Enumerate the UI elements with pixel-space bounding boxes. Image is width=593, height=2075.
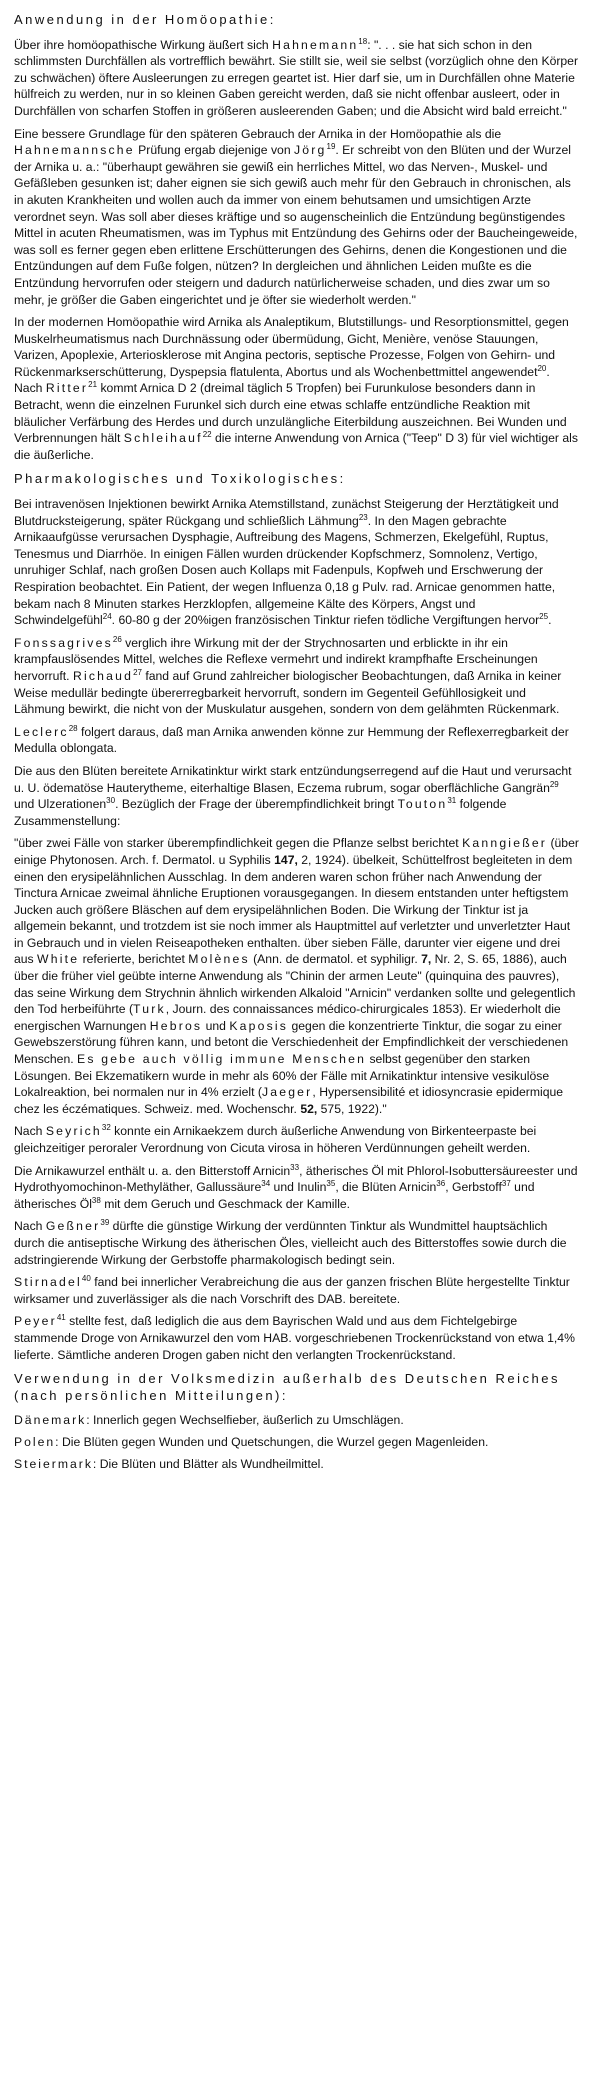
text-run: , Gerbstoff <box>445 1180 502 1195</box>
author-name: Peyer <box>14 1314 57 1329</box>
footnote-ref: 37 <box>501 1179 511 1189</box>
author-name: Ritter <box>45 381 89 396</box>
text-run: dürfte die günstige Wirkung der verdünnten Tinktur als Wundmittel hauptsächlich durch die antiseptische Wirkung des ätherischen Öles, vielleicht auch des Bitterstoffes sowie durch die adstringierende Wirkung der Gerbstoffe pharmakologisch bedingt sein. <box>14 1219 567 1267</box>
text-run: In der modernen Homöopathie wird Arnika als Analeptikum, Blutstillungs- und Resorptionsmittel, gegen Muskelrheumatismus nach Durchnässung oder übermüdung, Gicht, Menière, venöse Stauungen, Varizen, Apoplexie, Arteriosklerose mit Angina pectoris, septische Prozesse, Folgen von Gehirn- und Rückenmarkserschütterung, Dyspepsia flatulenta, Abortus und als Wochenbettmittel angewendet <box>14 315 569 379</box>
country-label: Steiermark <box>14 1456 93 1471</box>
text-run: , ätherisches Öl mit Phlorol-Isobuttersäureester und Hydrothyomochinon-Methyläther, Gallussäure <box>14 1163 578 1195</box>
text-run: Bei intravenösen Injektionen bewirkt Arnika Atemstillstand, zunächst Steigerung der Herztätigkeit und Blutdrucksteigerung, später Rückgang und schließlich Lähmung <box>14 497 559 528</box>
text-run: mit dem Geruch und Geschmack der Kamille. <box>100 1196 351 1211</box>
text-run: und ätherisches Öl <box>14 1180 535 1211</box>
text-run: fand auf Grund zahlreicher biologischer Beobachtungen, daß Arnika in keiner Weise medullär bedingte übererregbarkeit hervorruft, sondern im Gegenteil Gefühllosigkeit und Lähmung bewirkt, die nicht von der Muskulatur ausgehen, sondern von dem gelähmten Rückenmark. <box>14 668 562 717</box>
text-run: : ". . . sie hat sich schon in den schlimmsten Durchfällen als vortrefflich bewährt. Sie stillt sie, weil sie selbst (vorzüglich ohne den Körper zu schwächen) öftere Ausleerungen zu erregen geartet ist. Hier darf sie, um in Durchfällen ohne Materie hülfreich zu werden, nur in so kleinen Gaben gereicht werden, daß sie nicht offenbar ausleert, oder in Durchfällen von scharfen Stoffen in größeren ausleerenden Gaben; und die Absicht wird bald erreicht." <box>14 37 579 118</box>
footnote-ref: 41 <box>56 1313 66 1323</box>
paragraph-zitat-touton <box>14 835 579 1117</box>
author-name: Jörg <box>293 143 327 158</box>
paragraph-injektionen <box>14 496 579 629</box>
text-run: , Hypersensibilité et idiosyncrasie epidermique chez les éczématiques. Schweiz. med. Wochenschr. <box>14 1085 564 1116</box>
text-run: Über ihre homöopathische Wirkung äußert sich <box>14 37 273 52</box>
text-run: Nach <box>14 1219 46 1234</box>
text-run: und Inulin <box>270 1180 327 1195</box>
text-run: die interne Anwendung von Arnica ("Teep" D 3) für viel wichtiger als die äußerliche. <box>14 431 578 462</box>
list-item <box>14 1412 579 1429</box>
text-run: 2, 1924). übelkeit, Schüttelfrost begleiteten in dem einen den erysipelähnlichen Ausschlag. In dem anderen waren schon früher nach Anwendung der Tinctura Arnicae zweimal ähnliche Eruptionen vorausgegangen. In diesem entstanden unter heftigstem Jucken auch größere Bläschen auf dem erysipelähnlichen Boden. Die Wirkung der Tinktur ist ja allgemein bekannt, und trotzdem ist sie noch immer als Hauptmittel auf verletzter und unverletzter Haut in Gebrauch und in vielen Reiseapotheken enthalten. über sieben Fälle, darunter vier eigene und drei aus <box>14 852 573 967</box>
footnote-ref: 24 <box>102 612 112 622</box>
footnote-ref: 20 <box>537 363 547 373</box>
text-run: stellte fest, daß lediglich die aus dem Bayrischen Wald und aus dem Fichtelgebirge stammende Droge von Arnikawurzel den vom HAB. vorgeschriebenen Trockenrückstand von etwa 1,4% lieferte. Sämtliche anderen Drogen gaben nicht den verlangten Trockenrückstand. <box>14 1314 575 1362</box>
footnote-ref: 40 <box>81 1274 91 1284</box>
text-run: . Er schreibt von den Blüten und der Wurzel der Arnika u. a.: "überhaupt gewähren sie gewiß ein herrliches Mittel, wo das Nerven-, Muskel- und Gefäßleben gesunken ist; daher eignen sie sich gewiß auch mehr für den Gebrauch in chronischen, als in akuten Krankheiten und wollen auch da immer von einem behutsamen und umsichtigen Arzte verordnet seyn. Was soll aber dieses kräftige und so augenscheinlich die Entzündung begünstigendes Mittel in acuten Rheumatismen, was im Typhus mit Entzündung des Gehirns oder der Baucheingeweide, was soll es ferner gegen eben erlittene Erschütterungen des Gehirns, denen die Kongestionen und die Entzündungen auf dem Fuße folgen, nützen? In dergleichen und ähnlichen Leiden mußte es die Entzündung hervorrufen oder steigern und dadurch natürlicherweise schaden, und dies zwar um so mehr, je größer die Gaben eingerichtet und je öfter sie wiederholt werden." <box>14 143 578 307</box>
text-run: . 60-80 g der 20%igen französischen Tinktur riefen tödliche Vergiftungen hervor <box>111 613 540 628</box>
footnote-ref: 29 <box>549 779 559 789</box>
footnote-ref: 30 <box>106 796 116 806</box>
author-name: Leclerc <box>14 724 69 739</box>
list-item <box>14 1456 579 1473</box>
author-name: Molènes <box>188 952 250 967</box>
footnote-ref: 33 <box>290 1162 300 1172</box>
author-name: Kanngießer <box>462 836 548 851</box>
footnote-ref: 31 <box>447 796 457 806</box>
text-run: Prüfung ergab diejenige von <box>134 143 294 158</box>
footnote-ref: 23 <box>358 512 368 522</box>
text-run: (Ann. de dermatol. et syphiligr. <box>249 952 422 967</box>
footnote-ref: 19 <box>326 142 336 152</box>
text-run: gegen die konzentrierte Tinktur, die sogar zu einer Gewebszerstörung führen kann, und betont die Verschiedenheit der Empfindlichkeit der verschiedenen Menschen. <box>14 1018 569 1067</box>
footnote-ref: 36 <box>436 1179 446 1189</box>
text-run: Nr. 2, S. 65, 1886), auch über die früher viel geübte interne Anwendung als "Chinin der armen Leute" (quinquina des pauvres), das seine Wirkung dem Strychnin ähnlich wirkenden Alkaloid "Arnicin" verdanken sollte und gelegentlich den Tod herbeiführte ( <box>14 952 576 1017</box>
text-run: fand bei innerlicher Verabreichung die aus der ganzen frischen Blüte hergestellte Tinktur wirksamer und zuverlässiger als die nach Vorschrift des DAB. bereitete. <box>14 1275 570 1306</box>
author-name: Richaud <box>72 668 134 683</box>
author-name: Fonssagrives <box>14 635 113 650</box>
paragraph-gessner <box>14 1218 579 1268</box>
footnote-ref: 26 <box>112 634 122 644</box>
footnote-ref: 28 <box>68 723 78 733</box>
text-run: selbst gegenüber den starken Lösungen. Bei Ekzematikern wurde in mehr als 60% der Fälle mit Arnikatinktur intensive vesikulöse Lokalreaktion, bei normalen nur in 4% erzielt ( <box>14 1052 550 1100</box>
footnote-ref: 39 <box>100 1218 110 1228</box>
text-run: , Journ. des connaissances médico-chirurgicales 1853). Er wiederholt die energischen Warnungen <box>14 1002 561 1033</box>
text-run: Die Arnikawurzel enthält u. a. den Bitterstoff Arnicin <box>14 1163 291 1178</box>
text-run: verglich ihre Wirkung mit der der Strychnosarten und erblickte in ihr ein krampfauslösendes Mittel, welches die Reflexe vermehrt und indirekt krampfhafte Erscheinungen hervorruft. <box>14 635 538 683</box>
list-item <box>14 1434 579 1451</box>
footnote-ref: 32 <box>101 1123 111 1133</box>
author-name: Geßner <box>45 1219 101 1234</box>
text-run: kommt Arnica D 2 (dreimal täglich 5 Tropfen) bei Furunkulose besonders dann in Betracht, wenn die einzelnen Furunkel sich durch eine etwas schlaffe entzündliche Reaktion mit bläulicher Verfärbung des Herdes und durch unzulängliche Eiterbildung auszeichnen. Bei Wunden und Verbrennungen hält <box>14 381 567 446</box>
item-text: : Die Blüten gegen Wunden und Quetschungen, die Wurzel gegen Magenleiden. <box>55 1434 489 1449</box>
author-name: Schleihauf <box>123 431 203 446</box>
author-name: Kaposis <box>229 1018 289 1033</box>
text-run: . Bezüglich der Frage der überempfindlichkeit bringt <box>115 797 398 812</box>
text-run: folgende Zusammenstellung: <box>14 797 507 828</box>
paragraph-joerg <box>14 126 579 309</box>
author-name: Hahnemannsche <box>14 143 135 158</box>
text-run: konnte ein Arnikaekzem durch äußerliche Anwendung von Birkenteerpaste bei gleichzeitiger peroraler Verordnung von Cicuta virosa in höheren Verdünnungen geheilt werden. <box>14 1124 537 1155</box>
text-run: "über zwei Fälle von starker überempfindlichkeit gegen die Pflanze selbst berichtet <box>14 836 463 851</box>
footnote-ref: 18 <box>358 36 368 46</box>
item-text: : Innerlich gegen Wechselfieber, äußerlich zu Umschlägen. <box>86 1413 404 1428</box>
paragraph-leclerc <box>14 724 579 757</box>
volume-number: 147, <box>274 852 298 867</box>
text-run: . <box>548 613 552 628</box>
text-run: Eine bessere Grundlage für den späteren Gebrauch der Arnika in der Homöopathie als die <box>14 126 502 141</box>
text-run: und <box>202 1018 230 1033</box>
paragraph-peyer <box>14 1313 579 1363</box>
section-heading-volksmedizin: Verwendung in der Volksmedizin außerhalb des Deutschen Reiches (nach persönlichen Mitteilungen): <box>14 1371 560 1403</box>
section-heading-pharmakologisches: Pharmakologisches und Toxikologisches: <box>14 471 346 487</box>
author-name: Hebros <box>149 1018 203 1033</box>
paragraph-fonssagrives <box>14 635 579 718</box>
text-run: (über einige Phytonosen. Arch. f. Dermatol. u Syphilis <box>14 836 579 867</box>
author-name: Touton <box>397 797 448 812</box>
text-run: . In den Magen gebrachte Arnikaaufgüsse verursachen Dysphagie, Auftreibung des Magens, Schmerzen, Ekelgefühl, Ruptus, Tenesmus und Diarrhöe. In einigen Fällen wurden drückender Kopfschmerz, Somnolenz, Vertigo, unruhiger Schlaf, nach großen Dosen auch Kollaps mit Fadenpuls, Kopfweh und Erschwerung der Respiration beobachtet. Ein Patient, der wegen Influenza 0,18 g Pulv. rad. Arnicae genommen hatte, bekam nach 8 Minuten starkes Herzklopfen, allgemeine Kälte des Körpers, Angst und Schwindelgefühl <box>14 513 556 628</box>
paragraph-hahnemann <box>14 37 579 120</box>
author-name: Hahnemann <box>272 37 359 52</box>
text-run: Die aus den Blüten bereitete Arnikatinktur wirkt stark entzündungserregend auf die Haut und verursacht u. U. ödematöse Hauterytheme, eiterhaltige Blasen, Eczema rubrum, sogar oberflächliche Gangrän <box>14 763 572 795</box>
footnote-ref: 34 <box>261 1179 271 1189</box>
author-name: Stirnadel <box>14 1275 82 1290</box>
text-run: Nach <box>14 1124 46 1139</box>
author-name: Turk <box>133 1002 166 1017</box>
item-text: : Die Blüten und Blätter als Wundheilmittel. <box>92 1456 324 1471</box>
paragraph-moderne-homoeopathie <box>14 314 579 463</box>
footnote-ref: 21 <box>88 380 98 390</box>
country-label: Dänemark <box>14 1413 87 1428</box>
author-name: Jaeger <box>261 1085 313 1100</box>
footnote-ref: 27 <box>133 667 142 677</box>
text-run: 575, 1922)." <box>317 1101 387 1116</box>
text-run: referierte, berichtet <box>79 952 189 967</box>
footnote-ref: 25 <box>539 612 549 622</box>
text-run: . Nach <box>14 364 550 396</box>
text-run: und Ulzerationen <box>14 797 107 812</box>
paragraph-inhaltsstoffe <box>14 1163 579 1213</box>
paragraph-seyrich <box>14 1123 579 1156</box>
volume-number: 7, <box>421 952 432 967</box>
footnote-ref: 38 <box>91 1195 101 1205</box>
section-heading-homoeopathie: Anwendung in der Homöopathie: <box>14 12 276 27</box>
paragraph-arnikatinktur <box>14 763 579 829</box>
emphasized-text: Es gebe auch völlig immune Menschen <box>77 1052 367 1067</box>
author-name: Seyrich <box>45 1124 102 1139</box>
footnote-ref: 35 <box>326 1179 336 1189</box>
text-run: folgert daraus, daß man Arnika anwenden könne zur Hemmung der Reflexerregbarkeit der Medulla oblongata. <box>14 724 569 756</box>
volume-number: 52, <box>300 1101 318 1116</box>
text-run: , die Blüten Arnicin <box>335 1180 437 1195</box>
footnote-ref: 22 <box>202 430 212 440</box>
author-name: White <box>37 952 80 967</box>
paragraph-stirnadel <box>14 1274 579 1307</box>
country-label: Polen <box>14 1434 56 1449</box>
